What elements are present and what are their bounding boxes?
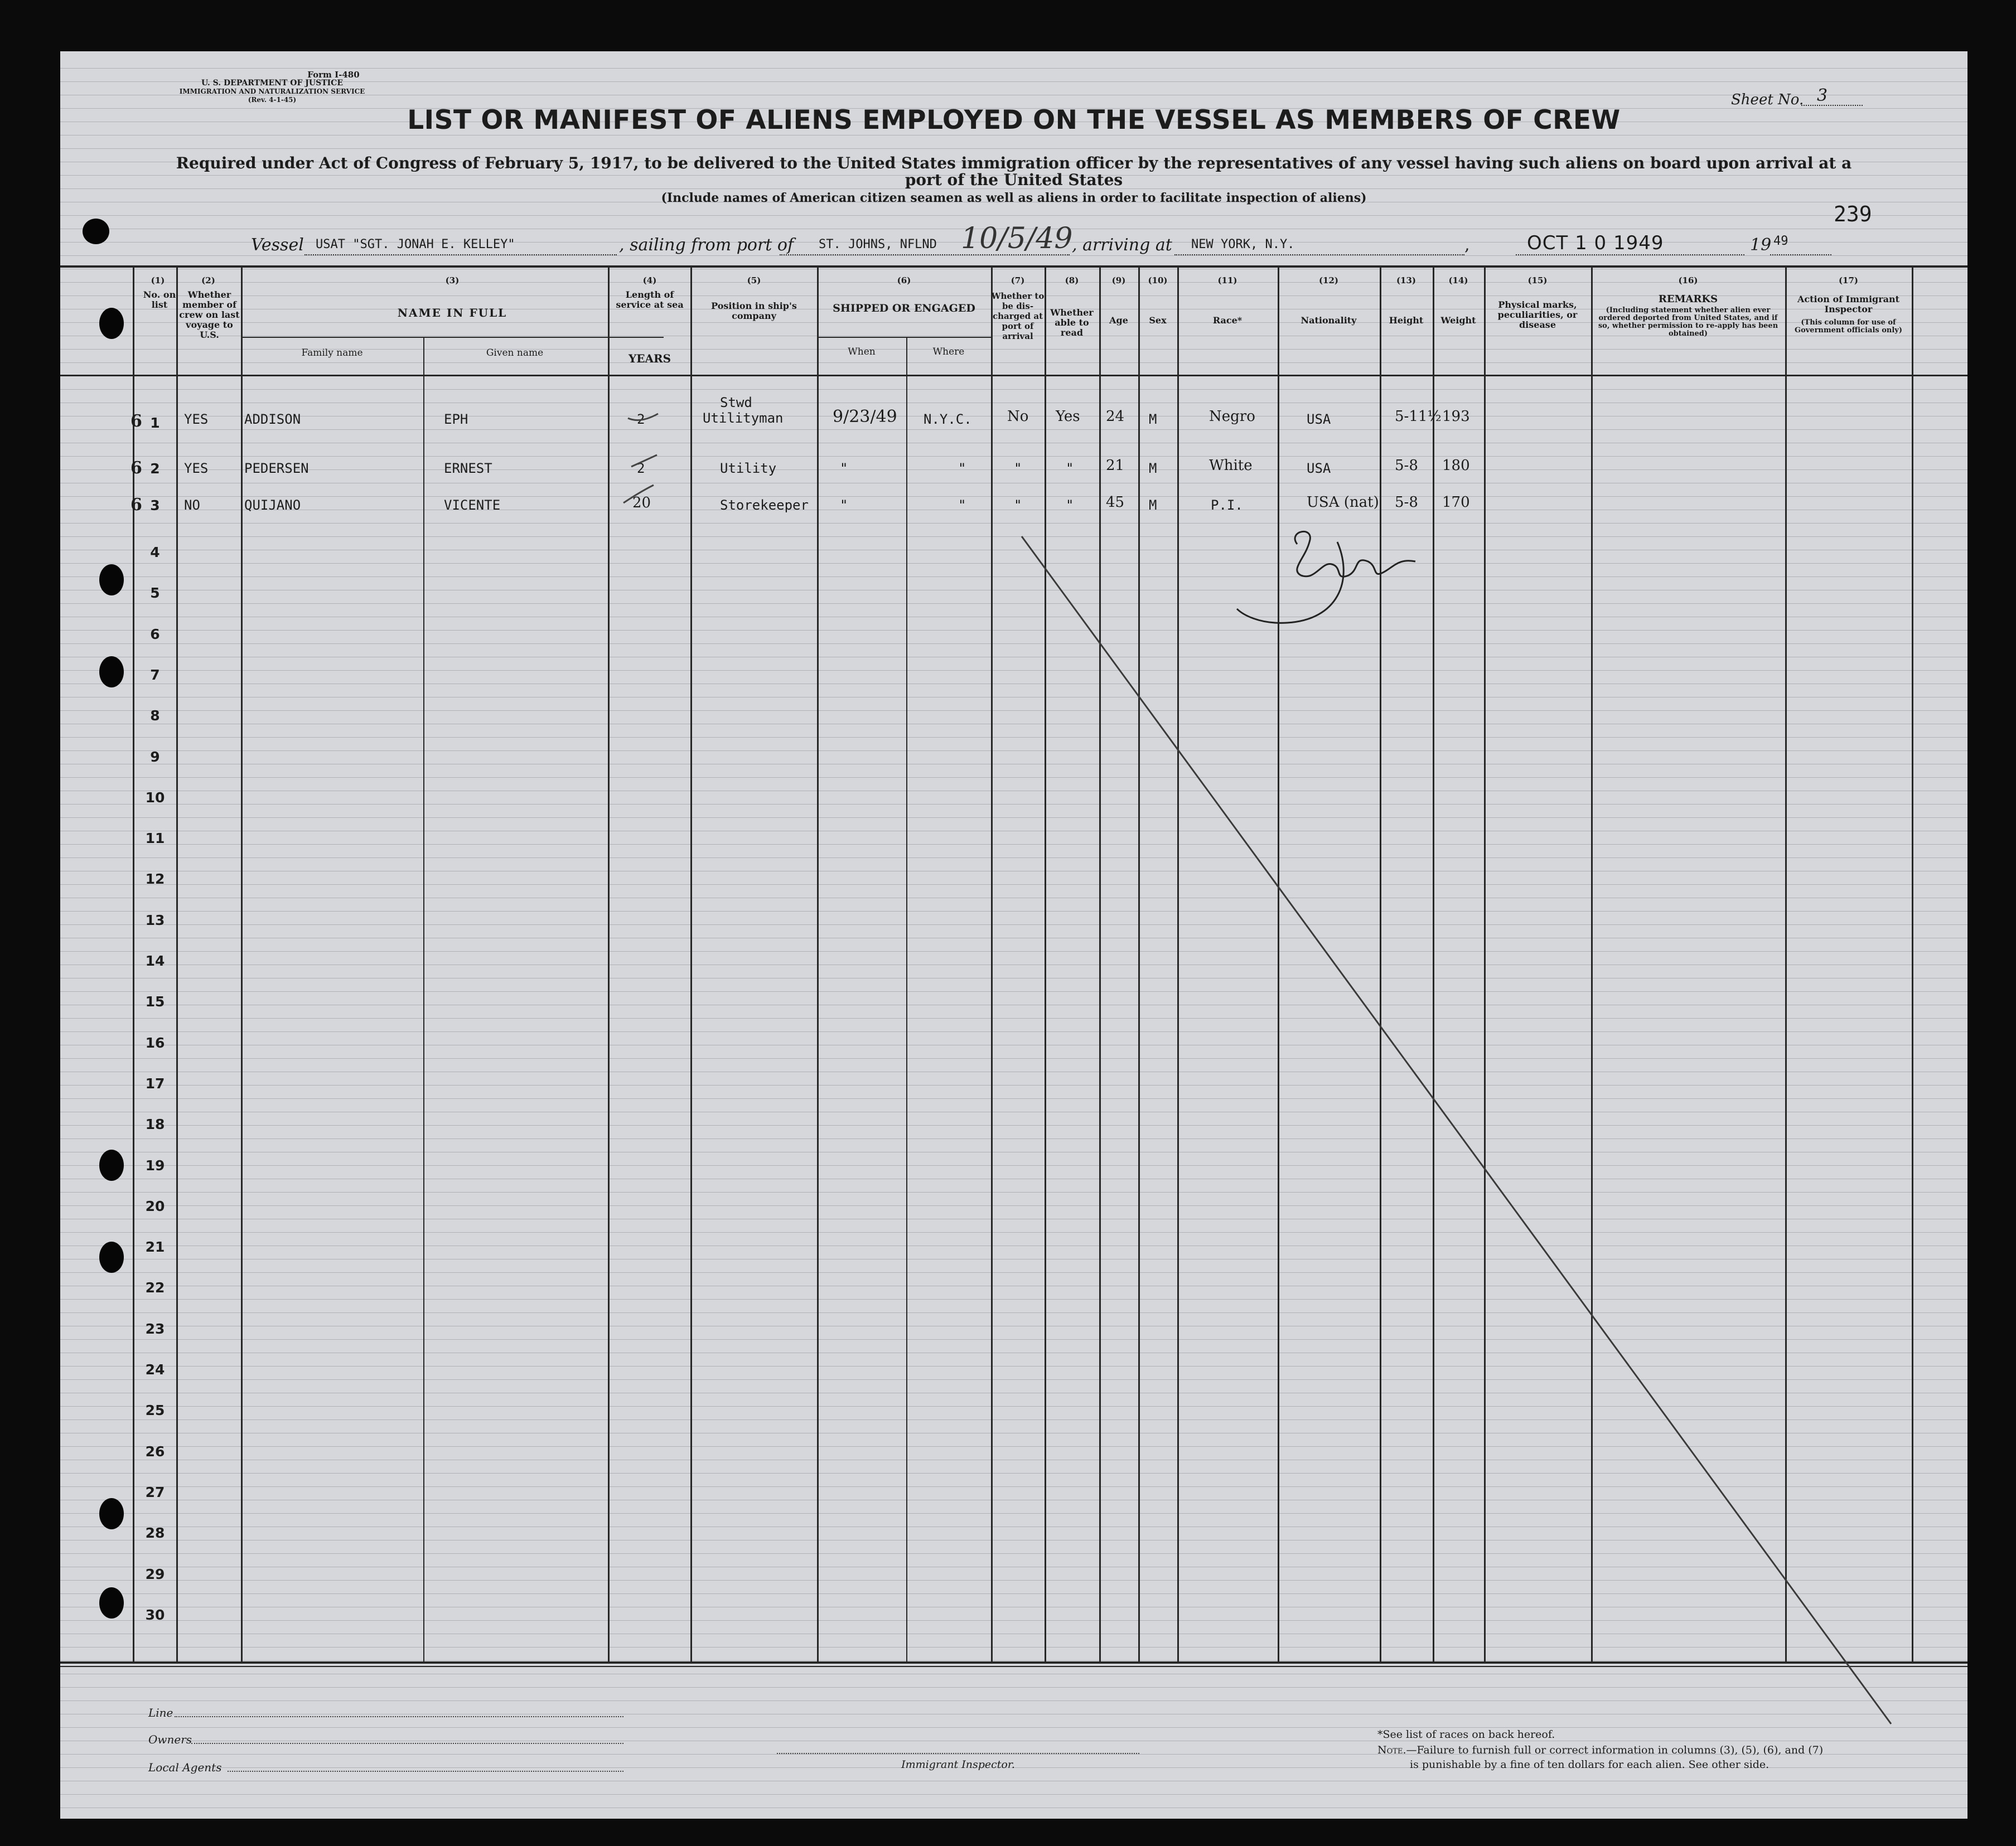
row-3-height: 5-8	[1395, 494, 1418, 511]
col-5-label: Position in ship's company	[711, 301, 797, 321]
signature-icon	[1237, 531, 1415, 623]
row-2-position: Utility	[720, 461, 777, 476]
col-15-num: (15)	[1527, 275, 1548, 285]
row-2-last-voyage: YES	[184, 461, 209, 476]
empty-row-number: 6	[150, 626, 160, 642]
arriving-port: NEW YORK, N.Y.	[1191, 238, 1295, 251]
arrival-stamp-date: OCT 1 0 1949	[1527, 232, 1664, 254]
row-3-number: 3	[150, 497, 160, 513]
empty-row-number: 8	[150, 708, 160, 724]
row-2-weight: 180	[1442, 457, 1470, 474]
subtitle-line1: Required under Act of Congress of February 5, 1917, to be delivered to the United States immigration officer by the representatives of any vessel having such aliens on board upon arrival at a	[176, 154, 1852, 172]
row-2-number: 2	[150, 461, 160, 477]
year-value: 49	[1773, 234, 1788, 248]
footer-owners-label: Owners	[148, 1733, 192, 1746]
col-16-note: (Including statement whether alien ever ordered deported from United States, and if so, whether permission to re-apply has been obtained)	[1598, 306, 1778, 338]
row-3-nationality: USA (nat)	[1307, 494, 1379, 511]
empty-row-number: 10	[145, 789, 165, 806]
col-2-label: Whether member of crew on last voyage to U.S.	[179, 289, 240, 340]
row-3-last-voyage: NO	[184, 497, 200, 513]
col-7-num: (7)	[1011, 275, 1025, 285]
col-15-label: Physical marks, peculiarities, or disease	[1497, 299, 1578, 330]
col-7-label: Whether to be dis-charged at port of arrival	[991, 291, 1045, 341]
empty-row-number: 26	[145, 1443, 165, 1460]
row-1-age: 24	[1106, 408, 1125, 425]
empty-row-number: 13	[145, 912, 165, 928]
strike-line	[1022, 536, 1891, 1724]
row-3-given-name: VICENTE	[444, 497, 501, 513]
empty-row-number: 25	[145, 1402, 165, 1419]
sailing-port: ST. JOHNS, NFLND	[819, 238, 937, 251]
subtitle-note: (Include names of American citizen seamen as well as aliens in order to facilitate inspection of aliens)	[661, 191, 1367, 205]
row-2-where: "	[958, 461, 966, 476]
col-13-label: Height	[1389, 315, 1424, 326]
empty-row-number: 28	[145, 1525, 165, 1542]
col-16-num: (16)	[1678, 275, 1698, 285]
row-1-position: Utilityman	[703, 410, 784, 426]
empty-row-number: 4	[150, 544, 160, 560]
row-2-race: White	[1209, 457, 1253, 474]
col-13-num: (13)	[1396, 275, 1416, 285]
sailing-label: , sailing from port of	[619, 235, 794, 255]
inspector-signature-field	[777, 1753, 1139, 1754]
col-1-label: No. on list	[143, 289, 176, 310]
row-3-race: P.I.	[1211, 497, 1243, 513]
form-title: LIST OR MANIFEST OF ALIENS EMPLOYED ON THE VESSEL AS MEMBERS OF CREW	[407, 105, 1621, 135]
fine-note	[1377, 1744, 1823, 1756]
row-2-when: "	[840, 461, 848, 476]
row-3-read: "	[1066, 497, 1074, 513]
empty-row-number: 12	[145, 871, 165, 888]
arriving-label: , arriving at	[1072, 235, 1172, 255]
empty-row-number: 18	[145, 1116, 165, 1133]
empty-row-number: 16	[145, 1034, 165, 1051]
checkmark-icon	[628, 414, 658, 420]
stamp-number: 239	[1834, 202, 1872, 226]
col-12-num: (12)	[1318, 275, 1339, 285]
row-2-discharged: "	[1014, 461, 1022, 476]
revision: (Rev. 4-1-45)	[248, 96, 297, 104]
col-10-num: (10)	[1148, 275, 1168, 285]
department: U. S. DEPARTMENT OF JUSTICE	[201, 79, 343, 88]
vessel-name: USAT "SGT. JONAH E. KELLEY"	[316, 238, 515, 251]
col-17-note: (This column for use of Government officials only)	[1794, 318, 1902, 335]
row-1-position-line1: Stwd	[720, 395, 752, 410]
col-8-num: (8)	[1065, 275, 1079, 285]
empty-row-number: 30	[145, 1606, 165, 1623]
row-2-read: "	[1066, 461, 1074, 476]
col-3-num: (3)	[445, 275, 460, 285]
col-17-num: (17)	[1838, 275, 1859, 285]
row-1-prefix: 6	[130, 411, 142, 431]
col-6-num: (6)	[897, 275, 911, 285]
year-label: 19	[1750, 235, 1772, 255]
col-14-label: Weight	[1440, 315, 1476, 326]
col-4-label: Length of service at sea	[616, 289, 684, 310]
row-2-age: 21	[1106, 457, 1125, 474]
empty-row-number: 5	[150, 585, 160, 602]
note-label: Note.	[1377, 1744, 1406, 1756]
row-1-given-name: EPH	[444, 411, 468, 427]
sheet-number: 3	[1817, 86, 1828, 105]
service: IMMIGRATION AND NATURALIZATION SERVICE	[179, 88, 365, 95]
pencil-marks	[60, 51, 1967, 1819]
col-8-label: Whether able to read	[1050, 307, 1094, 338]
row-1-last-voyage: YES	[184, 411, 209, 427]
empty-row-number: 29	[145, 1566, 165, 1582]
col-14-num: (14)	[1448, 275, 1468, 285]
empty-row-number: 24	[145, 1362, 165, 1378]
col-3-given-label: Given name	[486, 347, 544, 358]
empty-row-number: 22	[145, 1280, 165, 1296]
row-1-where: N.Y.C.	[924, 411, 972, 427]
row-1-when: 9/23/49	[833, 407, 897, 427]
manifest-sheet	[60, 51, 1967, 1819]
col-6-label: SHIPPED OR ENGAGED	[833, 302, 975, 314]
row-3-weight: 170	[1442, 494, 1470, 511]
row-3-service: 20	[632, 495, 651, 511]
col-16-label: REMARKS	[1658, 293, 1718, 305]
col-6-when-label: When	[848, 346, 876, 357]
empty-row-number: 23	[145, 1320, 165, 1337]
row-3-position: Storekeeper	[720, 497, 809, 513]
row-3-when: "	[840, 497, 848, 513]
row-1-read: Yes	[1056, 408, 1080, 425]
row-3-prefix: 6	[130, 495, 142, 515]
col-6-where-label: Where	[932, 346, 965, 357]
col-10-label: Sex	[1149, 315, 1167, 326]
col-2-num: (2)	[201, 275, 215, 285]
empty-row-number: 9	[150, 748, 160, 765]
row-2-given-name: ERNEST	[444, 461, 492, 476]
row-3-where: "	[958, 497, 966, 513]
row-1-nationality: USA	[1307, 411, 1331, 427]
row-3-family-name: QUIJANO	[244, 497, 301, 513]
footer-line-field	[175, 1716, 623, 1717]
footer-line-label: Line	[148, 1706, 173, 1719]
note-text: —Failure to furnish full or correct information in columns (3), (5), (6), and (7)	[1406, 1744, 1824, 1756]
empty-row-number: 7	[150, 666, 160, 683]
row-2-sex: M	[1149, 461, 1157, 476]
col-17-label: Action of Immigrant Inspector	[1797, 294, 1900, 314]
row-2-service: 2	[637, 461, 645, 476]
col-11-label: Race*	[1212, 315, 1243, 326]
col-11-num: (11)	[1217, 275, 1237, 285]
row-1-service: 2	[637, 411, 645, 427]
handwritten-date: 10/5/49	[961, 222, 1073, 255]
row-3-sex: M	[1149, 497, 1157, 513]
row-1-weight: 193	[1442, 408, 1470, 425]
subtitle-line2: port of the United States	[905, 171, 1123, 189]
footer-owners-field	[191, 1743, 623, 1744]
empty-row-number: 27	[145, 1484, 165, 1500]
empty-row-number: 20	[145, 1198, 165, 1214]
row-2-height: 5-8	[1395, 457, 1418, 474]
col-4-num: (4)	[642, 275, 657, 285]
row-1-discharged: No	[1007, 408, 1029, 425]
vessel-label: Vessel	[251, 235, 304, 255]
sheet-label: Sheet No.	[1731, 91, 1804, 108]
empty-row-number: 21	[145, 1239, 165, 1256]
row-2-prefix: 6	[130, 458, 142, 478]
inspector-label: Immigrant Inspector.	[901, 1758, 1015, 1771]
row-3-age: 45	[1106, 494, 1125, 511]
comma: ,	[1464, 235, 1470, 255]
row-1-sex: M	[1149, 411, 1157, 427]
checkmark-icon	[631, 455, 657, 467]
race-note: *See list of races on back hereof.	[1377, 1728, 1555, 1741]
col-4-unit: YEARS	[628, 352, 671, 365]
col-1-num: (1)	[151, 275, 165, 285]
form-number: Form I-480	[307, 70, 360, 80]
col-3-family-label: Family name	[301, 347, 363, 358]
row-2-nationality: USA	[1307, 461, 1331, 476]
col-12-label: Nationality	[1301, 315, 1357, 326]
empty-row-number: 11	[145, 830, 165, 847]
col-5-num: (5)	[747, 275, 761, 285]
row-1-height: 5-11½	[1395, 408, 1442, 425]
row-1-number: 1	[150, 415, 160, 431]
checkmark-icon	[623, 485, 654, 503]
col-9-num: (9)	[1111, 275, 1126, 285]
row-3-discharged: "	[1014, 497, 1022, 513]
empty-row-number: 14	[145, 953, 165, 969]
col-9-label: Age	[1109, 315, 1128, 326]
empty-row-number: 19	[145, 1157, 165, 1174]
row-1-family-name: ADDISON	[244, 411, 301, 427]
footer-agents-field	[228, 1771, 623, 1772]
footer-agents-label: Local Agents	[148, 1761, 222, 1774]
row-2-family-name: PEDERSEN	[244, 461, 309, 476]
col-3-label: NAME IN FULL	[397, 306, 507, 319]
empty-row-number: 15	[145, 994, 165, 1010]
row-1-race: Negro	[1209, 408, 1255, 425]
fine-note-2: is punishable by a fine of ten dollars for each alien. See other side.	[1410, 1758, 1770, 1771]
empty-row-number: 17	[145, 1075, 165, 1092]
